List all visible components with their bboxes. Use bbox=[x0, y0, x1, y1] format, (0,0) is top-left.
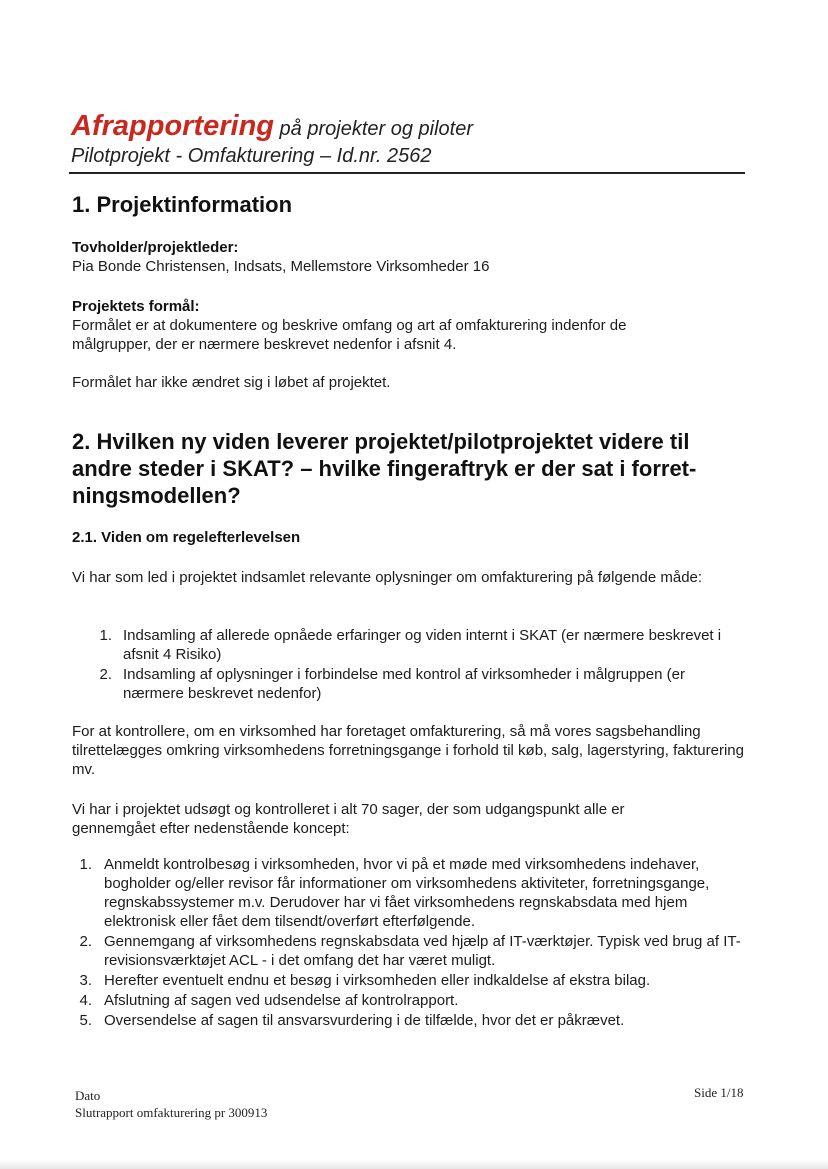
lead-label: Tovholder/projektleder: bbox=[72, 239, 239, 256]
list-item-text: Oversendelse af sagen til ansvarsvurdering i de tilfælde, hvor det er påkrævet. bbox=[104, 1012, 625, 1029]
list-item bbox=[78, 991, 746, 1010]
lead-value: Pia Bonde Christensen, Indsats, Mellemstore Virksomheder 16 bbox=[72, 258, 490, 275]
list-item bbox=[78, 855, 746, 931]
list-item-number: 1. bbox=[79, 856, 92, 873]
page-number: Side 1/18 bbox=[694, 1085, 744, 1100]
list-item-number: 3. bbox=[79, 972, 92, 989]
list-item-text: Afslutning af sagen ved udsendelse af kontrolrapport. bbox=[104, 992, 459, 1009]
header-divider bbox=[69, 172, 745, 174]
intro-paragraph: Vi har som led i projektet indsamlet relevante oplysninger om omfakturering på følgende måde: bbox=[72, 569, 703, 586]
list-item-number: 5. bbox=[79, 1012, 92, 1029]
list-item-number: 2. bbox=[99, 666, 112, 683]
collection-methods-list bbox=[98, 626, 738, 704]
section-2-1-heading: 2.1. Viden om regelefterlevelsen bbox=[72, 529, 301, 546]
page-footer-left bbox=[75, 1087, 267, 1121]
header-title-rest: på projekter og piloter bbox=[274, 118, 474, 140]
purpose-text: Formålet er at dokumentere og beskrive omfang og art af omfakturering indenfor de målgrupper, der er nærmere beskrevet nedenfor i afsnit 4. bbox=[72, 317, 627, 353]
list-item-text: Indsamling af oplysninger i forbindelse med kontrol af virksomheder i målgruppen (er nærmere beskrevet nedenfor) bbox=[123, 666, 685, 702]
list-item-text: Herefter eventuelt endnu et besøg i virksomheden eller indkaldelse af ekstra bilag. bbox=[104, 972, 651, 989]
list-item bbox=[78, 1011, 746, 1030]
case-procedure-list bbox=[78, 855, 746, 1031]
list-item-text: Gennemgang af virksomhedens regnskabsdata ved hjælp af IT-værktøjer. Typisk ved brug af IT-revisionsværktøjet ACL - i det omfang det har været muligt. bbox=[104, 933, 741, 969]
purpose-label: Projektets formål: bbox=[72, 298, 200, 315]
list-item bbox=[98, 626, 738, 664]
header-brand: Afrapportering bbox=[71, 110, 274, 142]
section-1-heading: 1. Projektinformation bbox=[72, 192, 293, 217]
document-header bbox=[71, 112, 747, 169]
scan-edge-shadow bbox=[0, 1160, 828, 1169]
section-2-heading: 2. Hvilken ny viden leverer projektet/pilotprojektet videre til andre steder i SKAT? – hvilke fingeraftryk er der sat i forret-ningsmodellen? bbox=[72, 429, 697, 508]
cases-paragraph: Vi har i projektet udsøgt og kontrolleret i alt 70 sager, der som udgangspunkt alle er gennemgået efter nedenstående koncept: bbox=[72, 801, 625, 837]
control-paragraph: For at kontrollere, om en virksomhed har foretaget omfakturering, så må vores sagsbehandling tilrettelægges omkring virksomhedens forretningsgange i forhold til køb, salg, lagerstyring, fakturering mv. bbox=[72, 723, 744, 778]
list-item bbox=[78, 932, 746, 970]
header-title bbox=[71, 112, 747, 143]
footer-date-label: Dato bbox=[75, 1088, 101, 1103]
list-item-number: 2. bbox=[79, 933, 92, 950]
footer-report-name: Slutrapport omfakturering pr 300913 bbox=[75, 1105, 268, 1120]
list-item-text: Anmeldt kontrolbesøg i virksomheden, hvor vi på et møde med virksomhedens indehaver, bogholder og/eller revisor får informationer om virksomhedens aktiviteter, forretningsgange, regnskabssystemer m.v. Derudover har vi fået virksomhedens regnskabsdata med hjem elektronisk eller fået dem tilsendt/overført efterfølgende. bbox=[104, 856, 710, 930]
header-subtitle: Pilotprojekt - Omfakturering – Id.nr. 2562 bbox=[71, 145, 432, 167]
list-item-number: 4. bbox=[79, 992, 92, 1009]
purpose-note: Formålet har ikke ændret sig i løbet af projektet. bbox=[72, 374, 391, 391]
list-item bbox=[98, 665, 738, 703]
list-item bbox=[78, 971, 746, 990]
list-item-text: Indsamling af allerede opnåede erfaringer og viden internt i SKAT (er nærmere beskrevet i afsnit 4 Risiko) bbox=[123, 627, 722, 663]
list-item-number: 1. bbox=[99, 627, 112, 644]
